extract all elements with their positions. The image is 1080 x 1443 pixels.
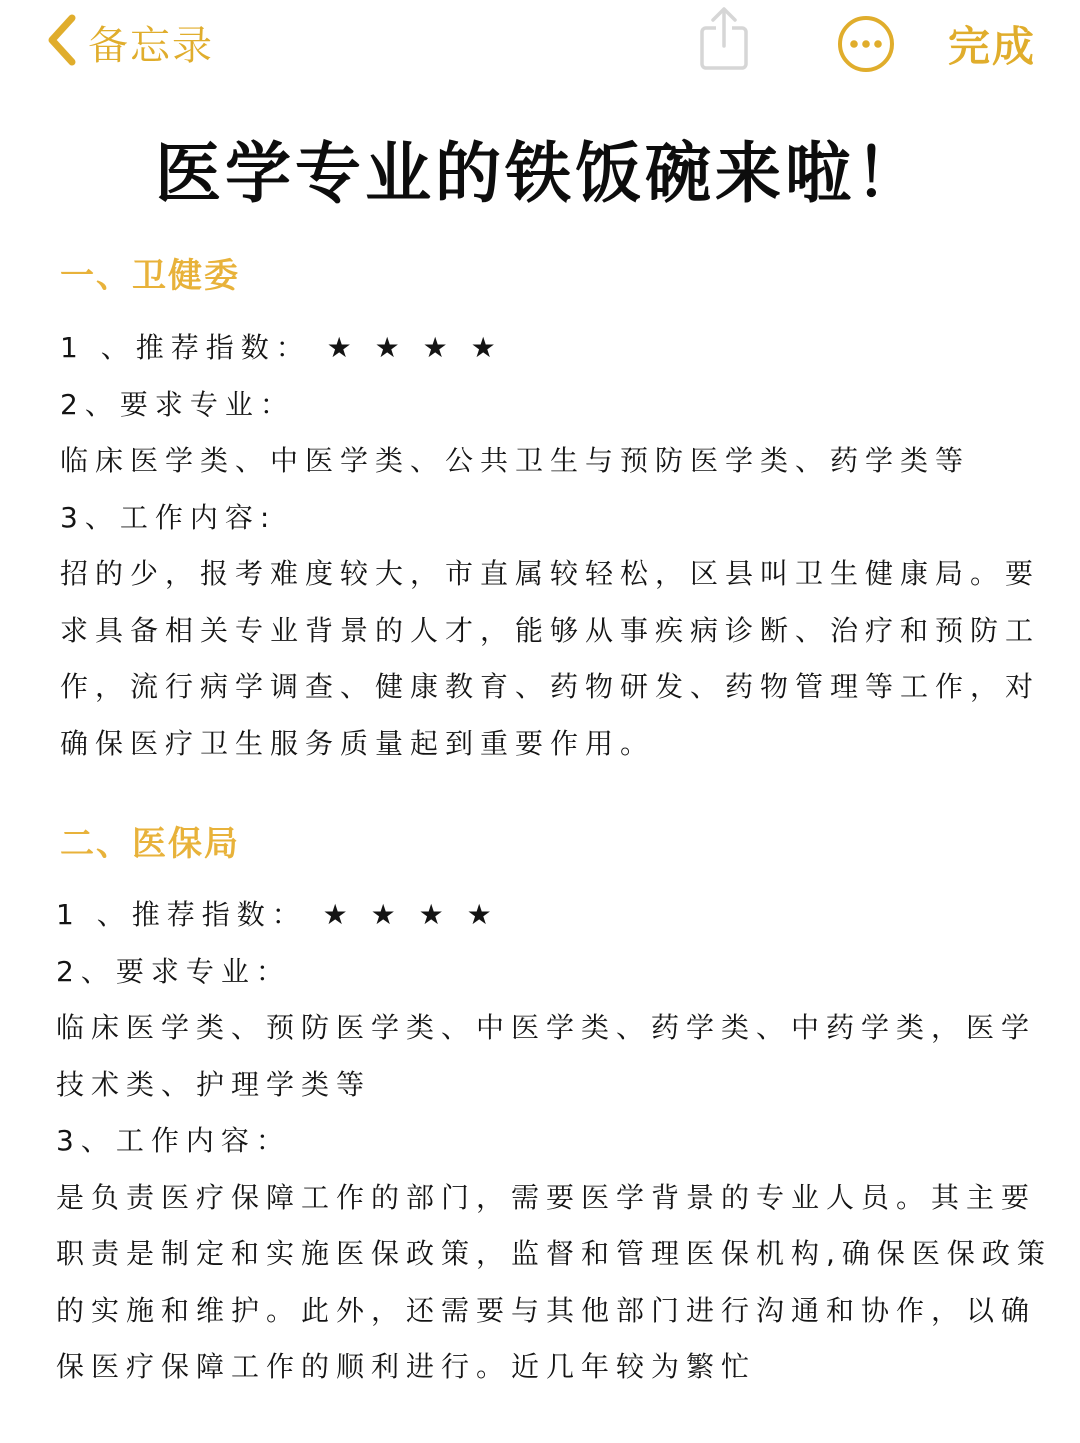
text-line: 确保医疗卫生服务质量起到重要作用。 (60, 727, 656, 760)
text-line: 1 、推荐指数： ★ ★ ★ ★ (56, 898, 499, 931)
note-title: 医学专业的铁饭碗来啦！ (155, 135, 925, 212)
share-button[interactable] (696, 6, 752, 72)
text-line: 临床医学类、预防医学类、中医学类、药学类、中药学类，医学 (56, 1011, 1037, 1044)
text-line: 保医疗保障工作的顺利进行。近几年较为繁忙 (56, 1350, 757, 1383)
text-line: 招的少，报考难度较大，市直属较轻松，区县叫卫生健康局。要 (60, 557, 1041, 590)
text-line: 临床医学类、中医学类、公共卫生与预防医学类、药学类等 (60, 444, 971, 477)
chevron-left-icon (44, 14, 78, 70)
done-button[interactable]: 完成 (948, 22, 1037, 71)
navigation-bar (0, 0, 1080, 100)
text-line: 作，流行病学调查、健康教育、药物研发、药物管理等工作，对 (60, 670, 1041, 703)
share-icon (696, 57, 752, 76)
text-line: 职责是制定和实施医保政策，监督和管理医保机构,确保医保政策 (56, 1237, 1052, 1270)
section-heading-yibaoju: 二、医保局 (60, 824, 240, 864)
text-line: 技术类、护理学类等 (56, 1068, 372, 1101)
text-line: 3、工作内容： (56, 1124, 291, 1157)
back-button[interactable] (44, 14, 214, 70)
more-button[interactable] (836, 14, 896, 74)
text-line: 是负责医疗保障工作的部门，需要医学背景的专业人员。其主要 (56, 1181, 1037, 1214)
more-icon (836, 59, 896, 78)
text-line: 3、工作内容: (60, 501, 277, 534)
section-heading-weijianwei: 一、卫健委 (60, 256, 240, 296)
text-line: 2、要求专业： (60, 388, 295, 421)
text-line: 求具备相关专业背景的人才，能够从事疾病诊断、治疗和预防工 (60, 614, 1041, 647)
text-line: 2、要求专业： (56, 955, 291, 988)
back-label: 备忘录 (88, 22, 214, 69)
text-line: 1 、推荐指数： ★ ★ ★ ★ (60, 331, 503, 364)
text-line: 的实施和维护。此外，还需要与其他部门进行沟通和协作，以确 (56, 1294, 1037, 1327)
